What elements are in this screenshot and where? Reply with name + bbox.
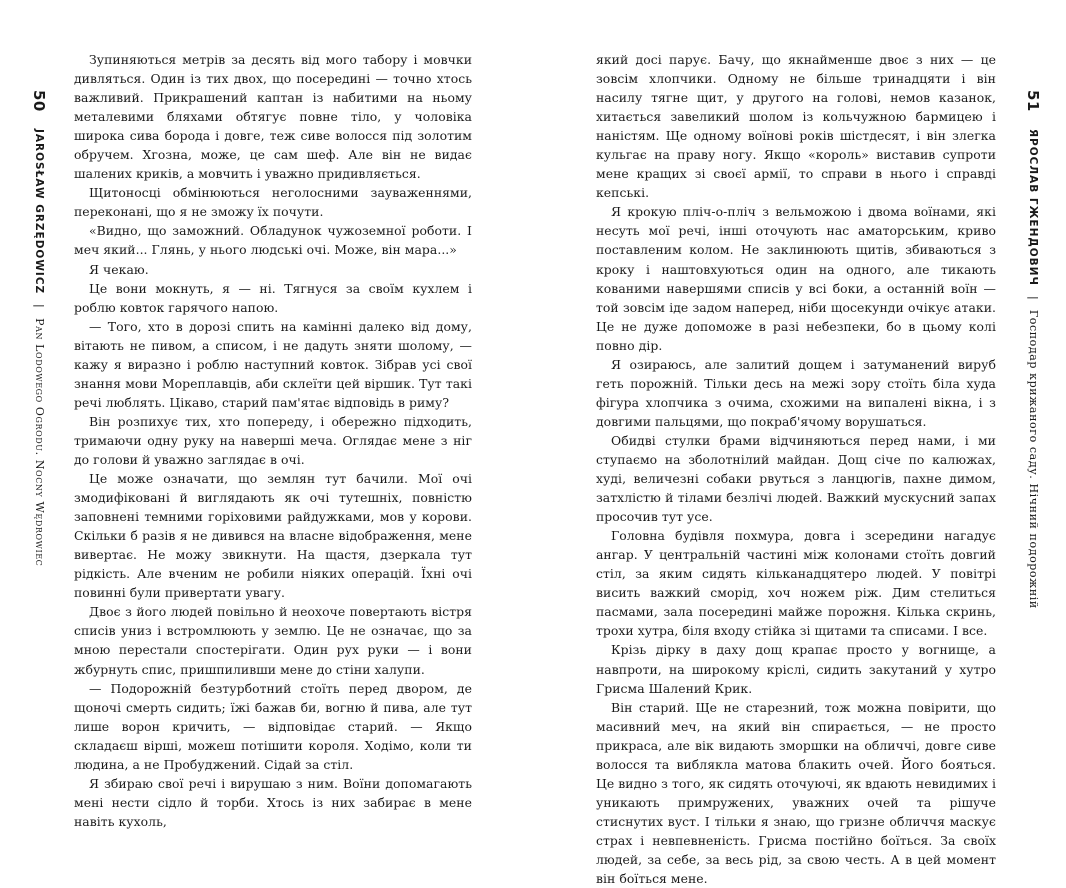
paragraph: Він старий. Ще не старезний, тож можна повірити, що масивний меч, на який він спирається, — не просто прикраса, але вік видають зморшки на обличчі, довге сиве волосся та виблякла матова блакить очей. Його бояться. Це видно з того, як сидять оточуючі, як вдають невидимих і уникають примружених, уважних очей та рішуче стиснутих вуст. І тільки я знаю, що гризне обличчя маскує страх і невпевненість. Грисма постійно боїться. За своїх людей, за себе, за весь рід, за свою честь. А в цей момент він боїться мене. xyxy=(596,699,996,887)
paragraph: Я озираюсь, але залитий дощем і затуманений вируб геть порожній. Тільки десь на межі зору стоїть біла худа фігура хлопчика з очима, схожими на випалені вікна, і з довгими пальцями, що покраб'ячому ворушаться. xyxy=(596,356,996,429)
paragraph: «Видно, що заможний. Обладунок чужоземної роботи. І меч який... Глянь, у нього людські очі. Може, він мара...» xyxy=(74,223,472,258)
paragraph: Це вони мокнуть, я — ні. Тягнуся за своїм кухлем і роблю ковток гарячого напою. xyxy=(74,280,472,315)
paragraph: Я збираю свої речі і вирушаю з ним. Воїни допомагають мені нести сідло й торби. Хтось із них забирає в мене навіть кухоль, xyxy=(74,775,472,829)
right-author-name: ЯРОСЛАВ ГЖЕНДОВИЧ xyxy=(1027,128,1039,286)
paragraph: Щитоносці обмінюються неголосними зауваженнями, переконані, що я не зможу їх почути. xyxy=(74,185,472,220)
paragraph: Обидві стулки брами відчиняються перед нами, і ми ступаємо на зболотнілий майдан. Дощ січе по калюжах, худі, величезні собаки рвуться з ланцюгів, пахне димом, затхлістю й тілами безлічі людей. Важкий мускусний запах просочив тут усе. xyxy=(596,432,996,525)
paragraph: Зупиняються метрів за десять від мого табору і мовчки дивляться. Один із тих двох, що посередині — точно хтось важливий. Прикрашений каптан із набитими на ньому металевими бляхами обтягує повне тіло, у чоловіка широка сива борода і довге, теж сиве волосся під золотим обручем. Хгозна, може, це сам шеф. Але він не видає шалених криків, а мовчить і уважно придивляється. xyxy=(74,52,472,182)
right-page-body xyxy=(596,50,996,888)
paragraph: Я чекаю. xyxy=(89,261,149,277)
paragraph: — Подорожній безтурботний стоїть перед двором, де щоночі смерть сидить; їжі бажав би, вогню й пива, але тут лише ворон кричить, — відповідає старий. — Якщо складаєш вірші, можеш потішити короля. Ходімо, коли ти людина, а не Пробуджений. Сідай за стіл. xyxy=(74,680,472,772)
right-book-title: Господар крижаного саду. Нічний подорожній xyxy=(1027,309,1040,609)
left-running-head xyxy=(30,90,49,566)
paragraph: Головна будівля похмура, довга і зсередини нагадує ангар. У центральній частині між колонами стоїть довгий стіл, за яким сидять кільканадцятеро людей. У повітрі висить важкий сморід, хоч ножем ріж. Дим стелиться пасмами, зала посередині майже порожня. Кілька скринь, трохи хутра, біля входу стійка зі щитами та списами. І все. xyxy=(596,528,996,639)
left-page-number: 50 xyxy=(30,90,48,112)
left-header-separator: | xyxy=(33,304,46,308)
right-page-number: 51 xyxy=(1024,90,1042,112)
paragraph: — Того, хто в дорозі спить на камінні далеко від дому, вітають не пивом, а списом, і не дадуть зняти шолому, — кажу я виразно і роблю наступний ковток. Зібрав усі свої знання мови Мореплавців, аби склеїти цей віршик. Тут такі речі люблять. Цікаво, старий пам'ятає відповідь в риму? xyxy=(74,318,472,410)
paragraph: Я крокую пліч-о-пліч з вельможою і двома воїнами, які несуть мої речі, інші оточують нас аматорським, криво поставленим колом. Не заклинюють щитів, збиваються з кроку і наштовхуються один на одного, але тикають кованими навершями списів у всі боки, а останній воїн — той зовсім іде задом наперед, ніби щосекунди очікує атаки. Це не дуже допоможе в разі небезпеки, бо в цьому колі повно дір. xyxy=(596,204,996,353)
paragraph: Двоє з його людей повільно й неохоче повертають вістря списів униз і встромлюють у землю. Це не означає, що за мною перестали спостерігати. Один рух руки — і вони жбурнуть спис, пришпиливши мене до стіни халупи. xyxy=(74,604,472,677)
left-author-name: JAROSŁAW GRZĘDOWICZ xyxy=(33,128,45,295)
paragraph: Крізь дірку в даху дощ крапає просто у вогнище, а навпроти, на широкому кріслі, сидить закутаний у хутро Грисма Шалений Крик. xyxy=(596,642,996,696)
paragraph: Це може означати, що землян тут бачили. Мої очі змодифіковані й виглядають як очі тутешніх, повністю заповнені темними горіховими райдужками, мов у корови. Скільки б разів я не дивився на власне відображення, мене вивертає. Не можу звикнути. На щастя, дзеркала тут рідкість. Але вченим не робили ніяких операцій. Їхні очі повинні були привертати увагу. xyxy=(74,471,472,601)
paragraph: Він розпихує тих, хто попереду, і обережно підходить, тримаючи одну руку на наверші меча. Оглядає мене з ніг до голови й уважно заглядає в очі. xyxy=(74,413,472,467)
continued-paragraph: який досі парує. Бачу, що якнайменше двоє з них — це зовсім хлопчики. Одному не більше тринадцяти і він насилу тягне щит, у другого на голові, немов казанок, хитається завеликий шолом із кольчужною бармицею і наністям. Ще одному воїнові років шістдесят, і він злегка кульгає на праву ногу. Якщо «король» виставив супроти мене кращих зі своєї армії, то справи в нього і справді кепські. xyxy=(596,52,996,201)
left-book-title: Pan Lodowego Ogrodu. Nocny Wędrowiec xyxy=(33,318,46,567)
left-page-body xyxy=(74,50,472,831)
right-running-head xyxy=(1024,90,1043,609)
right-header-separator: | xyxy=(1027,296,1040,300)
